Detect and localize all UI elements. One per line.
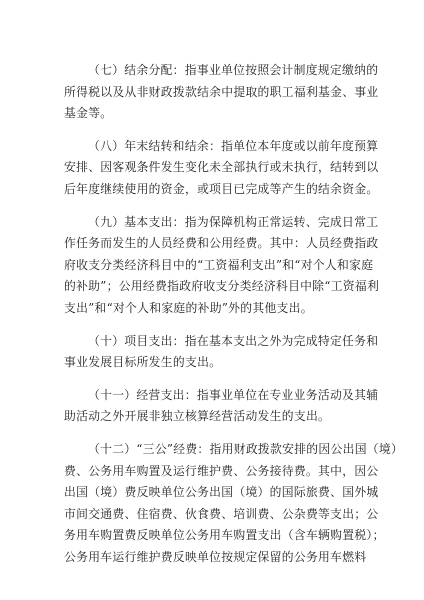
paragraph-sangong-jingfei: [64, 439, 404, 569]
text-line: 安排、因客观条件发生变化未全部执行或未执行，结转到以: [64, 160, 379, 175]
document-body: [64, 60, 404, 579]
text-line: 助活动之外开展非独立核算经营活动发生的支出。: [64, 409, 331, 424]
text-line: 基金等。: [64, 106, 113, 121]
text-line: 出国（境）费反映单位公务出国（境）的国际旅费、国外城: [64, 485, 379, 500]
text-line: 费、公务用车购置及运行维护费、公务接待费。其中，因公: [64, 463, 379, 478]
text-line: 事业发展目标所发生的支出。: [64, 355, 222, 370]
text-line: （八）年末结转和结余：指单位本年度或以前年度预算: [88, 138, 379, 153]
paragraph-jiben-zhichu: [64, 212, 380, 320]
text-line: 后年度继续使用的资金，或项目已完成等产生的结余资金。: [64, 181, 379, 196]
text-line: 市间交通费、住宿费、伙食费、培训费、公杂费等支出；公: [64, 506, 379, 521]
paragraph-jingying-zhichu: [64, 385, 379, 428]
paragraph-xiangmu-zhichu: [64, 331, 379, 374]
text-line: 务用车购置费反映单位公务用车购置支出（含车辆购置税）；: [64, 528, 385, 543]
paragraph-jieyu-fenpei: [64, 60, 379, 125]
text-line: 府收支分类经济科目中的“工资福利支出”和“对个人和家庭: [64, 257, 374, 272]
text-line: 的补助”；公用经费指政府收支分类经济科目中除“工资福利: [64, 279, 380, 294]
paragraph-niandu-jiezhuan: [64, 136, 379, 201]
text-line: 支出”和“对个人和家庭的补助”外的其他支出。: [64, 300, 313, 315]
text-line: 公务用车运行维护费反映单位按规定保留的公务用车燃料: [64, 549, 367, 564]
text-line: 作任务而发生的人员经费和公用经费。其中：人员经费指政: [64, 236, 379, 251]
text-line: （十二）“三公”经费：指用财政拨款安排的因公出国（境）: [88, 441, 404, 456]
text-line: （七）结余分配：指事业单位按照会计制度规定缴纳的: [88, 63, 379, 77]
text-line: （十）项目支出：指在基本支出之外为完成特定任务和: [88, 333, 379, 348]
text-line: 所得税以及从非财政拨款结余中提取的职工福利基金、事业: [64, 84, 379, 99]
text-line: （十一）经营支出：指事业单位在专业业务活动及其辅: [88, 387, 379, 402]
text-line: （九）基本支出：指为保障机构正常运转、完成日常工: [88, 214, 379, 229]
